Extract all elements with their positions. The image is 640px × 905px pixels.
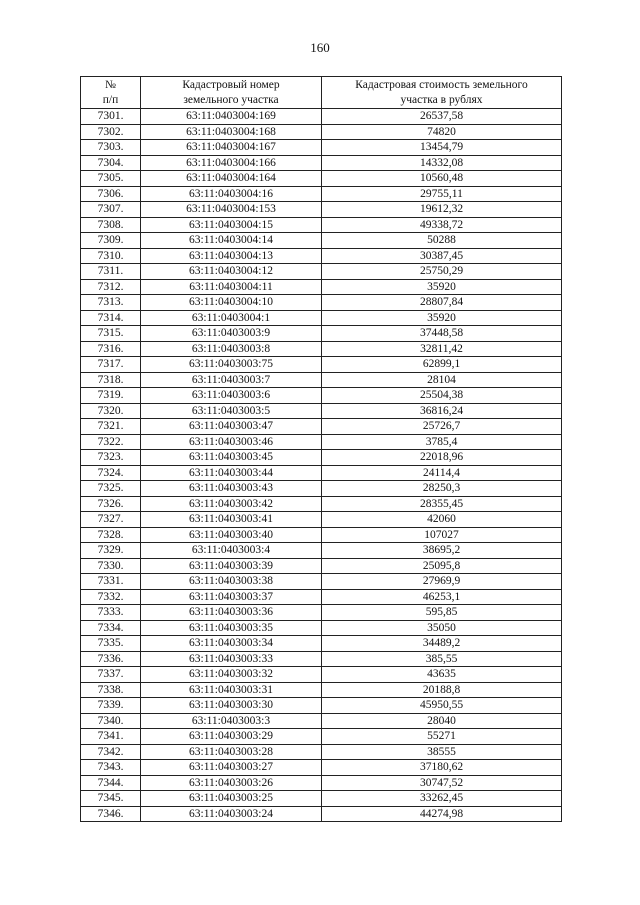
cadastral-number-cell: 63:11:0403003:24 xyxy=(141,806,322,822)
table-row xyxy=(81,124,562,140)
cadastral-value-cell: 28355,45 xyxy=(322,496,562,512)
row-number-cell: 7306. xyxy=(81,186,141,202)
table-row xyxy=(81,775,562,791)
cadastral-number-cell: 63:11:0403003:31 xyxy=(141,682,322,698)
row-number-cell: 7322. xyxy=(81,434,141,450)
row-number-cell: 7327. xyxy=(81,512,141,528)
cadastral-value-cell: 30387,45 xyxy=(322,248,562,264)
table-row xyxy=(81,434,562,450)
row-number-cell: 7311. xyxy=(81,264,141,280)
table-row xyxy=(81,326,562,342)
row-number-cell: 7331. xyxy=(81,574,141,590)
table-row xyxy=(81,527,562,543)
row-number-cell: 7310. xyxy=(81,248,141,264)
cadastral-value-cell: 35050 xyxy=(322,620,562,636)
cadastral-value-cell: 26537,58 xyxy=(322,109,562,125)
table-row xyxy=(81,264,562,280)
header-cadastral-value xyxy=(322,77,562,109)
cadastral-number-cell: 63:11:0403003:39 xyxy=(141,558,322,574)
cadastral-number-cell: 63:11:0403003:46 xyxy=(141,434,322,450)
cadastral-number-cell: 63:11:0403003:34 xyxy=(141,636,322,652)
cadastral-value-cell: 34489,2 xyxy=(322,636,562,652)
table-row xyxy=(81,760,562,776)
table-row xyxy=(81,450,562,466)
table-row xyxy=(81,682,562,698)
table-row xyxy=(81,341,562,357)
row-number-cell: 7303. xyxy=(81,140,141,156)
cadastral-number-cell: 63:11:0403003:29 xyxy=(141,729,322,745)
cadastral-number-cell: 63:11:0403003:38 xyxy=(141,574,322,590)
row-number-cell: 7312. xyxy=(81,279,141,295)
row-number-cell: 7328. xyxy=(81,527,141,543)
row-number-cell: 7336. xyxy=(81,651,141,667)
header-line: Кадастровый номер xyxy=(182,78,280,91)
cadastral-number-cell: 63:11:0403003:42 xyxy=(141,496,322,512)
cadastral-number-cell: 63:11:0403004:166 xyxy=(141,155,322,171)
cadastral-value-cell: 10560,48 xyxy=(322,171,562,187)
cadastral-value-cell: 49338,72 xyxy=(322,217,562,233)
table-row xyxy=(81,651,562,667)
cadastral-value-cell: 13454,79 xyxy=(322,140,562,156)
row-number-cell: 7341. xyxy=(81,729,141,745)
table-row xyxy=(81,589,562,605)
table-row xyxy=(81,186,562,202)
table-row xyxy=(81,388,562,404)
header-cadastral-number xyxy=(141,77,322,109)
table-row xyxy=(81,109,562,125)
row-number-cell: 7324. xyxy=(81,465,141,481)
row-number-cell: 7330. xyxy=(81,558,141,574)
cadastral-number-cell: 63:11:0403004:10 xyxy=(141,295,322,311)
cadastral-value-cell: 32811,42 xyxy=(322,341,562,357)
header-line: № xyxy=(105,78,116,91)
cadastral-number-cell: 63:11:0403003:8 xyxy=(141,341,322,357)
cadastral-value-cell: 30747,52 xyxy=(322,775,562,791)
cadastral-number-cell: 63:11:0403003:33 xyxy=(141,651,322,667)
cadastral-value-cell: 28807,84 xyxy=(322,295,562,311)
row-number-cell: 7318. xyxy=(81,372,141,388)
cadastral-number-cell: 63:11:0403004:153 xyxy=(141,202,322,218)
row-number-cell: 7334. xyxy=(81,620,141,636)
cadastral-value-cell: 44274,98 xyxy=(322,806,562,822)
cadastral-value-cell: 19612,32 xyxy=(322,202,562,218)
cadastral-number-cell: 63:11:0403003:5 xyxy=(141,403,322,419)
row-number-cell: 7309. xyxy=(81,233,141,249)
table-row xyxy=(81,543,562,559)
cadastral-value-cell: 38555 xyxy=(322,744,562,760)
table-row xyxy=(81,698,562,714)
table-row xyxy=(81,295,562,311)
table-row xyxy=(81,636,562,652)
table-row xyxy=(81,496,562,512)
table-body xyxy=(81,109,562,822)
cadastral-number-cell: 63:11:0403004:14 xyxy=(141,233,322,249)
cadastral-value-cell: 45950,55 xyxy=(322,698,562,714)
row-number-cell: 7346. xyxy=(81,806,141,822)
table-row xyxy=(81,481,562,497)
cadastral-number-cell: 63:11:0403004:168 xyxy=(141,124,322,140)
header-line: участка в рублях xyxy=(400,93,483,106)
table-row xyxy=(81,217,562,233)
table-row xyxy=(81,729,562,745)
cadastral-value-cell: 38695,2 xyxy=(322,543,562,559)
header-line: Кадастровая стоимость земельного xyxy=(355,78,528,91)
cadastral-value-cell: 55271 xyxy=(322,729,562,745)
cadastral-number-cell: 63:11:0403003:28 xyxy=(141,744,322,760)
cadastral-value-cell: 28040 xyxy=(322,713,562,729)
header-line: земельного участка xyxy=(183,93,279,106)
table-row xyxy=(81,744,562,760)
cadastral-number-cell: 63:11:0403003:30 xyxy=(141,698,322,714)
header-number xyxy=(81,77,141,109)
cadastral-number-cell: 63:11:0403004:167 xyxy=(141,140,322,156)
table-row xyxy=(81,140,562,156)
cadastral-value-cell: 36816,24 xyxy=(322,403,562,419)
row-number-cell: 7344. xyxy=(81,775,141,791)
header-line: п/п xyxy=(102,93,119,106)
cadastral-number-cell: 63:11:0403003:40 xyxy=(141,527,322,543)
cadastral-value-cell: 28104 xyxy=(322,372,562,388)
table-header xyxy=(81,77,562,109)
cadastral-value-table xyxy=(80,76,562,822)
cadastral-number-cell: 63:11:0403004:1 xyxy=(141,310,322,326)
cadastral-value-cell: 25095,8 xyxy=(322,558,562,574)
cadastral-value-cell: 385,55 xyxy=(322,651,562,667)
table-row xyxy=(81,279,562,295)
cadastral-value-cell: 20188,8 xyxy=(322,682,562,698)
cadastral-number-cell: 63:11:0403003:36 xyxy=(141,605,322,621)
row-number-cell: 7325. xyxy=(81,481,141,497)
cadastral-number-cell: 63:11:0403003:32 xyxy=(141,667,322,683)
row-number-cell: 7326. xyxy=(81,496,141,512)
cadastral-value-cell: 33262,45 xyxy=(322,791,562,807)
row-number-cell: 7323. xyxy=(81,450,141,466)
table-row xyxy=(81,558,562,574)
row-number-cell: 7307. xyxy=(81,202,141,218)
cadastral-value-cell: 14332,08 xyxy=(322,155,562,171)
row-number-cell: 7317. xyxy=(81,357,141,373)
row-number-cell: 7333. xyxy=(81,605,141,621)
cadastral-number-cell: 63:11:0403003:75 xyxy=(141,357,322,373)
table-row xyxy=(81,233,562,249)
cadastral-number-cell: 63:11:0403003:43 xyxy=(141,481,322,497)
row-number-cell: 7302. xyxy=(81,124,141,140)
cadastral-number-cell: 63:11:0403003:4 xyxy=(141,543,322,559)
table-row xyxy=(81,465,562,481)
table-row xyxy=(81,713,562,729)
table-row xyxy=(81,248,562,264)
cadastral-value-cell: 35920 xyxy=(322,279,562,295)
cadastral-number-cell: 63:11:0403004:164 xyxy=(141,171,322,187)
row-number-cell: 7319. xyxy=(81,388,141,404)
row-number-cell: 7342. xyxy=(81,744,141,760)
row-number-cell: 7329. xyxy=(81,543,141,559)
row-number-cell: 7304. xyxy=(81,155,141,171)
row-number-cell: 7316. xyxy=(81,341,141,357)
row-number-cell: 7321. xyxy=(81,419,141,435)
cadastral-number-cell: 63:11:0403003:6 xyxy=(141,388,322,404)
row-number-cell: 7339. xyxy=(81,698,141,714)
cadastral-number-cell: 63:11:0403004:169 xyxy=(141,109,322,125)
cadastral-number-cell: 63:11:0403004:15 xyxy=(141,217,322,233)
table-row xyxy=(81,667,562,683)
cadastral-number-cell: 63:11:0403003:7 xyxy=(141,372,322,388)
row-number-cell: 7332. xyxy=(81,589,141,605)
row-number-cell: 7337. xyxy=(81,667,141,683)
cadastral-number-cell: 63:11:0403003:35 xyxy=(141,620,322,636)
cadastral-value-cell: 50288 xyxy=(322,233,562,249)
table-row xyxy=(81,171,562,187)
row-number-cell: 7340. xyxy=(81,713,141,729)
row-number-cell: 7320. xyxy=(81,403,141,419)
table-row xyxy=(81,512,562,528)
cadastral-value-cell: 24114,4 xyxy=(322,465,562,481)
cadastral-value-cell: 42060 xyxy=(322,512,562,528)
table-row xyxy=(81,357,562,373)
cadastral-value-cell: 29755,11 xyxy=(322,186,562,202)
table-row xyxy=(81,202,562,218)
cadastral-number-cell: 63:11:0403003:25 xyxy=(141,791,322,807)
cadastral-value-cell: 22018,96 xyxy=(322,450,562,466)
cadastral-value-cell: 25726,7 xyxy=(322,419,562,435)
table-row xyxy=(81,155,562,171)
cadastral-value-cell: 25750,29 xyxy=(322,264,562,280)
row-number-cell: 7315. xyxy=(81,326,141,342)
cadastral-number-cell: 63:11:0403003:45 xyxy=(141,450,322,466)
row-number-cell: 7335. xyxy=(81,636,141,652)
page-number: 160 xyxy=(310,40,330,55)
cadastral-number-cell: 63:11:0403003:37 xyxy=(141,589,322,605)
row-number-cell: 7314. xyxy=(81,310,141,326)
cadastral-value-cell: 37180,62 xyxy=(322,760,562,776)
cadastral-value-cell: 74820 xyxy=(322,124,562,140)
cadastral-number-cell: 63:11:0403004:13 xyxy=(141,248,322,264)
header-row xyxy=(81,77,562,109)
table-row xyxy=(81,403,562,419)
cadastral-value-cell: 107027 xyxy=(322,527,562,543)
table-row xyxy=(81,620,562,636)
cadastral-value-cell: 28250,3 xyxy=(322,481,562,497)
table-row xyxy=(81,791,562,807)
cadastral-value-cell: 27969,9 xyxy=(322,574,562,590)
table-row xyxy=(81,605,562,621)
cadastral-value-cell: 3785,4 xyxy=(322,434,562,450)
cadastral-value-cell: 46253,1 xyxy=(322,589,562,605)
table-row xyxy=(81,574,562,590)
cadastral-number-cell: 63:11:0403003:47 xyxy=(141,419,322,435)
cadastral-number-cell: 63:11:0403003:3 xyxy=(141,713,322,729)
cadastral-value-cell: 35920 xyxy=(322,310,562,326)
row-number-cell: 7308. xyxy=(81,217,141,233)
cadastral-value-cell: 595,85 xyxy=(322,605,562,621)
cadastral-number-cell: 63:11:0403003:44 xyxy=(141,465,322,481)
cadastral-value-cell: 37448,58 xyxy=(322,326,562,342)
row-number-cell: 7338. xyxy=(81,682,141,698)
row-number-cell: 7305. xyxy=(81,171,141,187)
cadastral-number-cell: 63:11:0403003:26 xyxy=(141,775,322,791)
cadastral-number-cell: 63:11:0403004:16 xyxy=(141,186,322,202)
table-row xyxy=(81,372,562,388)
row-number-cell: 7301. xyxy=(81,109,141,125)
cadastral-number-cell: 63:11:0403003:27 xyxy=(141,760,322,776)
row-number-cell: 7343. xyxy=(81,760,141,776)
cadastral-number-cell: 63:11:0403004:12 xyxy=(141,264,322,280)
cadastral-number-cell: 63:11:0403004:11 xyxy=(141,279,322,295)
cadastral-value-cell: 43635 xyxy=(322,667,562,683)
table-row xyxy=(81,419,562,435)
table-row xyxy=(81,310,562,326)
cadastral-value-cell: 62899,1 xyxy=(322,357,562,373)
cadastral-number-cell: 63:11:0403003:9 xyxy=(141,326,322,342)
cadastral-value-cell: 25504,38 xyxy=(322,388,562,404)
row-number-cell: 7313. xyxy=(81,295,141,311)
cadastral-number-cell: 63:11:0403003:41 xyxy=(141,512,322,528)
table-row xyxy=(81,806,562,822)
row-number-cell: 7345. xyxy=(81,791,141,807)
